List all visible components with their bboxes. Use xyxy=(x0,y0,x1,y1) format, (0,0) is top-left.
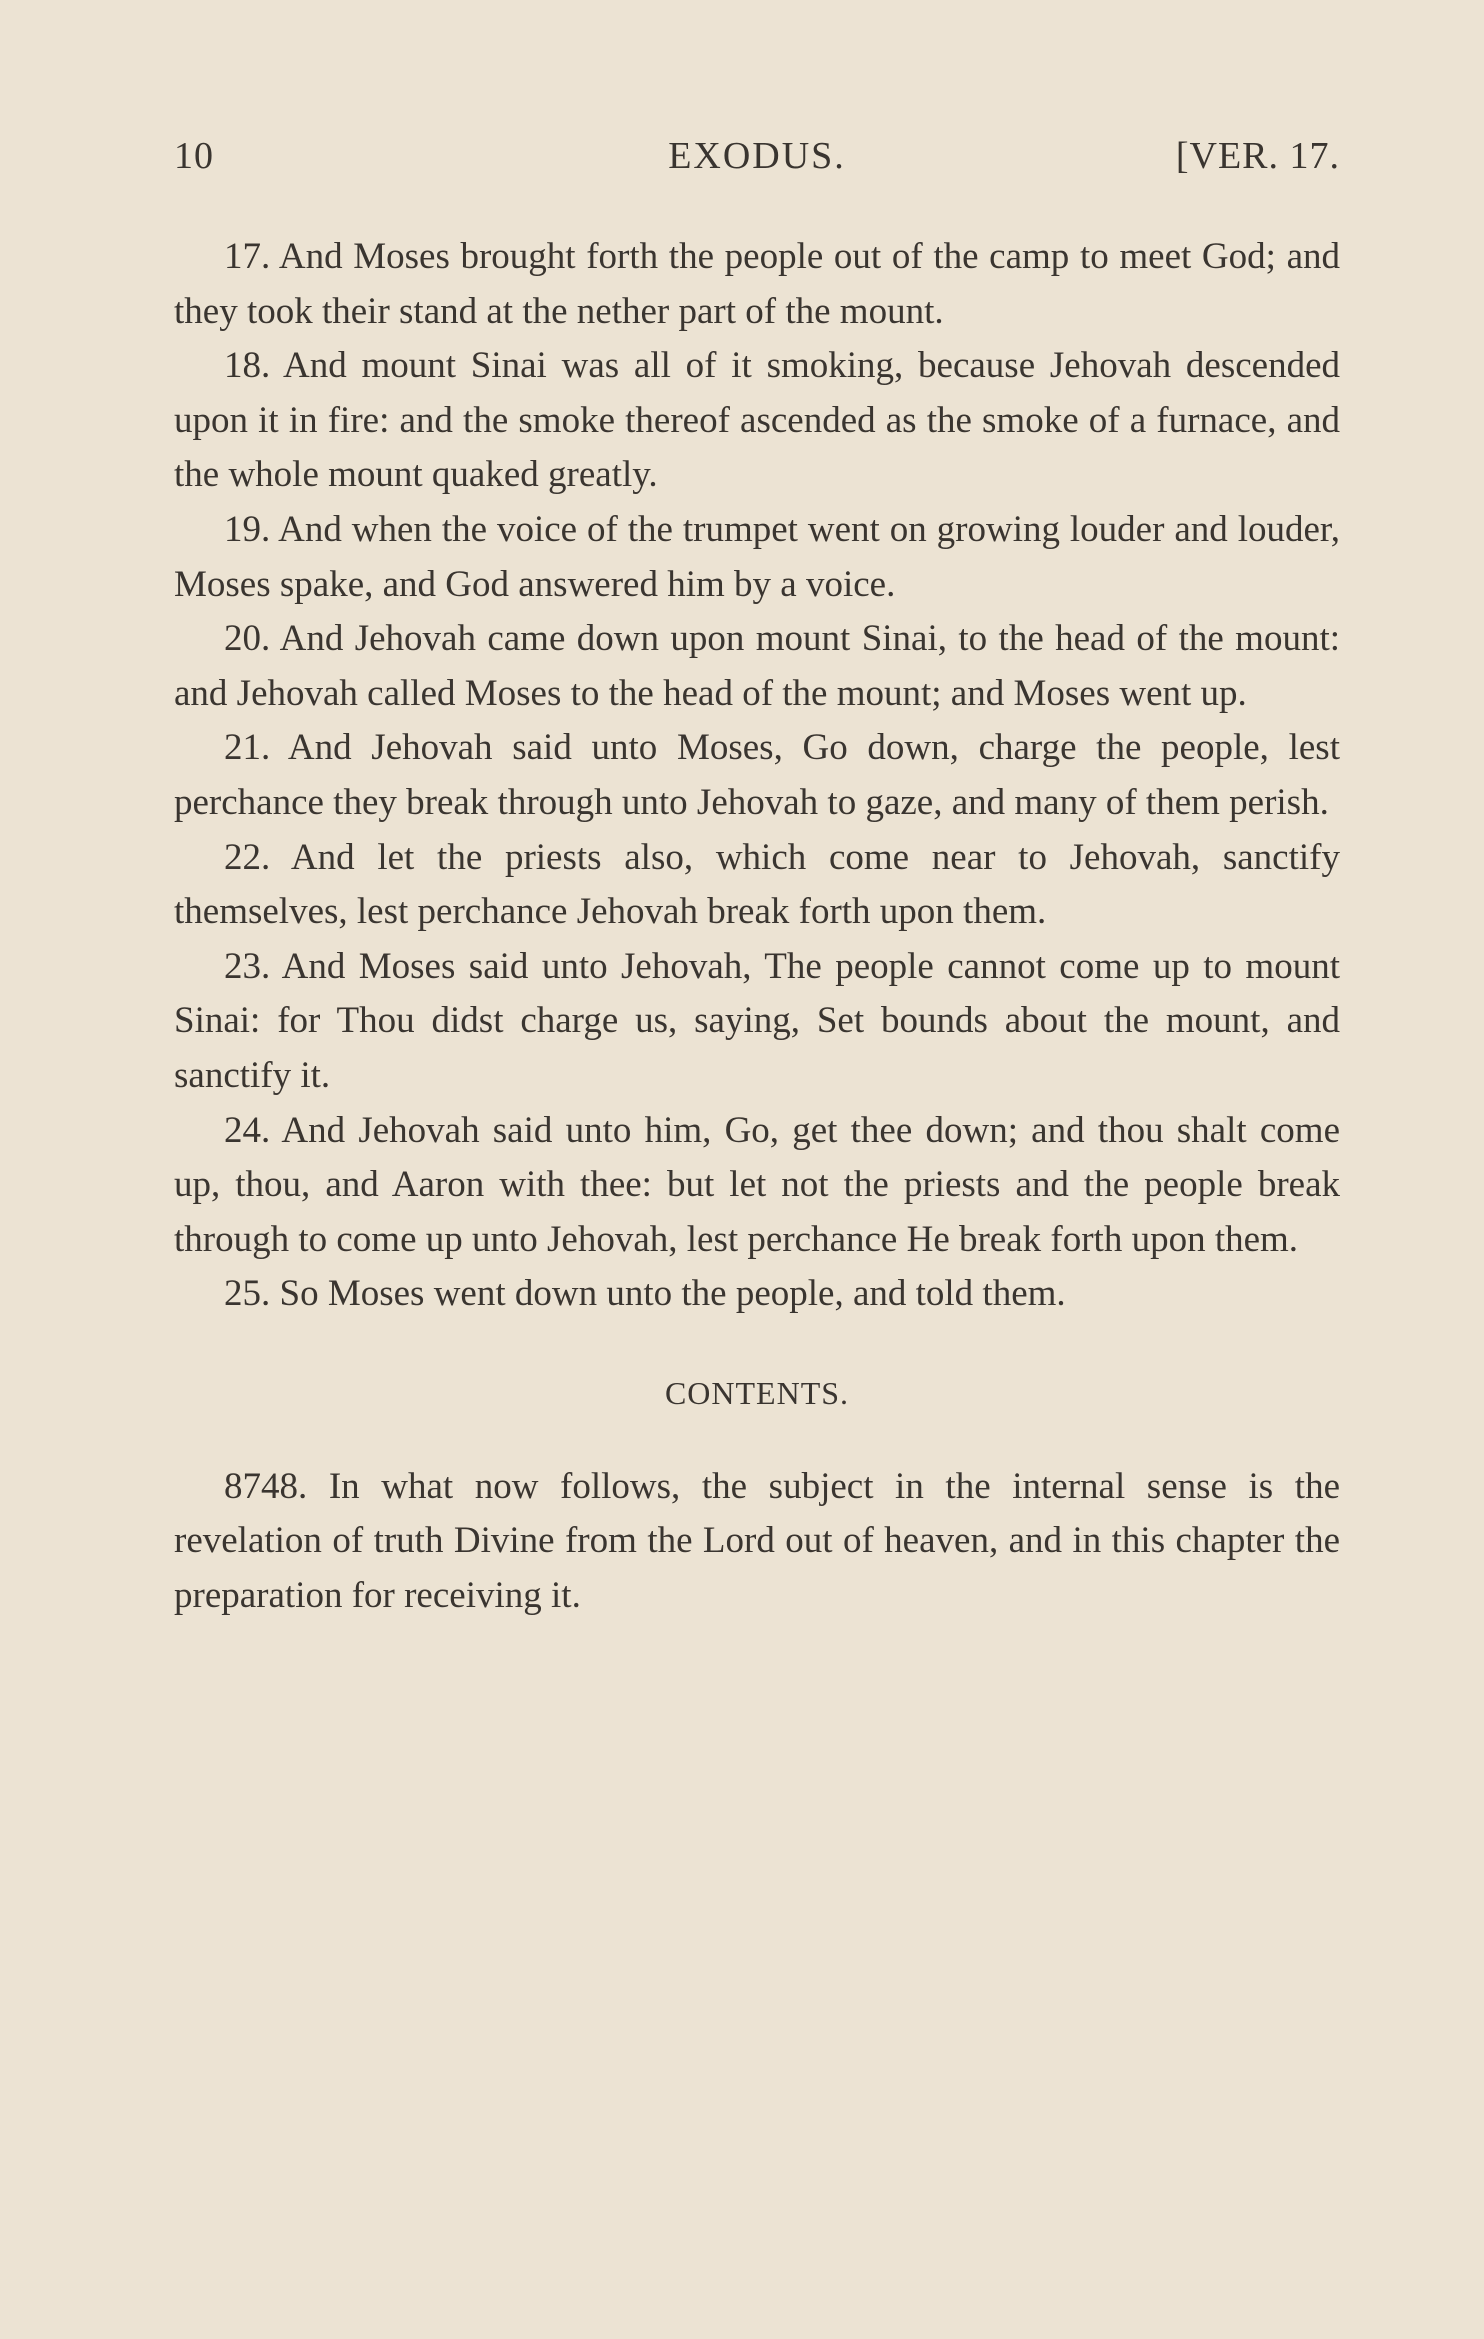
contents-paragraph-8748: 8748. In what now follows, the subject in the internal sense is the revelation of truth Divine from the Lord out of heaven, and in this chapter the preparation for receiving it. xyxy=(174,1465,1340,1617)
verse-19: 19. And when the voice of the trumpet went on growing louder and louder, Moses spake, and God answered him by a voice. xyxy=(174,508,1340,605)
verse-21: 21. And Jehovah said unto Moses, Go down, charge the people, lest perchance they break through unto Jehovah to gaze, and many of them perish. xyxy=(174,727,1340,823)
verse-reference: [VER. 17. xyxy=(1175,135,1340,177)
running-title: EXODUS. xyxy=(668,135,846,177)
verse-20: 20. And Jehovah came down upon mount Sinai, to the head of the mount: and Jehovah called Moses to the head of the mount; and Moses went up. xyxy=(174,618,1340,714)
verse-25: 25. So Moses went down unto the people, and told them. xyxy=(224,1273,1066,1315)
verse-18: 18. And mount Sinai was all of it smoking, because Jehovah descended upon it in fire: and the smoke thereof ascended as the smoke of a furnace, and the whole mount quaked greatly. xyxy=(174,345,1340,496)
verse-22: 22. And let the priests also, which come near to Jehovah, sanctify themselves, lest perchance Jehovah break forth upon them. xyxy=(174,836,1340,933)
verse-17: 17. And Moses brought forth the people out of the camp to meet God; and they took their stand at the nether part of the mount. xyxy=(174,236,1340,332)
page-body xyxy=(174,230,1340,1624)
verse-24: 24. And Jehovah said unto him, Go, get thee down; and thou shalt come up, thou, and Aaron with thee: but let not the priests and the people break through to come up unto Jehovah, lest perchance He break forth upon them. xyxy=(174,1109,1340,1260)
running-header xyxy=(174,134,1340,184)
verse-23: 23. And Moses said unto Jehovah, The people cannot come up to mount Sinai: for Thou didst charge us, saying, Set bounds about the mount, and sanctify it. xyxy=(174,945,1340,1096)
contents-heading: CONTENTS. xyxy=(664,1374,850,1411)
page-number: 10 xyxy=(174,135,214,177)
